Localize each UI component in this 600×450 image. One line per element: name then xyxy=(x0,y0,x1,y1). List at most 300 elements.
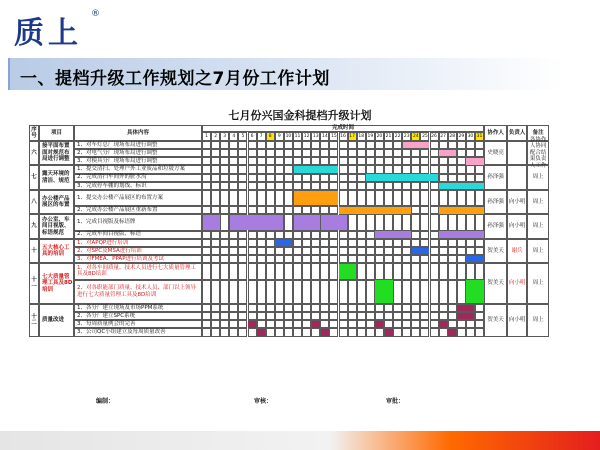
day-cell xyxy=(293,174,302,182)
day-cell xyxy=(202,157,211,165)
day-cell xyxy=(448,165,457,173)
day-cell xyxy=(411,312,420,320)
day-cell xyxy=(366,280,375,304)
day-cell xyxy=(238,149,247,157)
day-cell xyxy=(257,157,266,165)
day-cell xyxy=(366,312,375,320)
day-cell xyxy=(402,190,411,206)
day-cell xyxy=(266,157,275,165)
day-cell xyxy=(320,157,329,165)
day-cell xyxy=(248,149,257,157)
gantt-bar-blue xyxy=(412,248,429,255)
day-cell xyxy=(384,312,393,320)
day-header: 26 xyxy=(431,134,437,139)
day-header: 1 xyxy=(202,132,211,141)
task-description: 2、完成车间目视版、标语 xyxy=(74,231,202,239)
header-time: 完成时间 xyxy=(202,125,484,132)
day-cell xyxy=(457,190,466,206)
day-cell xyxy=(266,174,275,182)
day-cell xyxy=(266,304,275,312)
day-cell xyxy=(220,328,229,336)
gantt-bar-blue xyxy=(275,240,292,247)
group-number: 七 xyxy=(29,165,39,189)
day-cell xyxy=(348,231,357,239)
day-header: 17 xyxy=(349,134,355,139)
day-cell xyxy=(302,312,311,320)
day-cell xyxy=(238,141,247,149)
day-cell xyxy=(293,141,302,149)
day-header: 7 xyxy=(257,132,266,141)
day-cell xyxy=(475,174,484,182)
day-cell xyxy=(357,165,366,173)
day-cell xyxy=(384,320,393,328)
day-cell xyxy=(420,206,429,214)
task-description: 3、每周质量例会的完善 xyxy=(74,320,202,328)
gantt-bar-purple xyxy=(294,215,320,230)
day-cell xyxy=(375,247,384,255)
day-cell xyxy=(339,239,348,247)
day-cell xyxy=(430,312,439,320)
task-description: 1、提交清扫、处理户外工业废品和垃圾方案 xyxy=(74,165,202,173)
day-cell xyxy=(202,280,211,304)
gantt-bar-cyan xyxy=(366,174,438,181)
day-cell xyxy=(302,280,311,304)
day-cell xyxy=(320,182,329,190)
day-cell xyxy=(266,239,275,247)
day-cell xyxy=(248,263,257,279)
day-cell xyxy=(211,255,220,263)
day-cell xyxy=(366,263,375,279)
day-cell xyxy=(466,239,475,247)
day-cell xyxy=(302,149,311,157)
day-cell xyxy=(411,165,420,173)
day-cell xyxy=(211,312,220,320)
day-cell xyxy=(275,304,284,312)
day-cell xyxy=(457,165,466,173)
day-cell xyxy=(284,280,293,304)
day-cell xyxy=(339,312,348,320)
day-cell xyxy=(229,206,238,214)
gantt-bar-pink xyxy=(466,158,483,165)
day-cell xyxy=(420,312,429,320)
day-cell xyxy=(420,165,429,173)
day-cell xyxy=(393,149,402,157)
day-cell xyxy=(266,190,275,206)
day-cell xyxy=(420,149,429,157)
day-cell xyxy=(448,320,457,328)
day-header: 15 xyxy=(331,134,337,139)
day-cell xyxy=(238,182,247,190)
day-cell xyxy=(411,182,420,190)
day-cell xyxy=(439,190,448,206)
day-cell xyxy=(302,247,311,255)
day-header: 19 xyxy=(367,134,374,139)
header-helper: 协作人 xyxy=(484,125,507,141)
day-cell xyxy=(466,141,475,149)
day-cell xyxy=(375,190,384,206)
day-cell xyxy=(211,149,220,157)
day-cell xyxy=(248,141,257,149)
day-cell xyxy=(202,239,211,247)
day-cell xyxy=(339,174,348,182)
day-cell xyxy=(375,255,384,263)
day-cell xyxy=(275,165,284,173)
day-cell xyxy=(375,165,384,173)
day-cell xyxy=(402,157,411,165)
day-header: 21 xyxy=(385,134,392,139)
day-cell xyxy=(420,214,429,230)
day-cell xyxy=(384,149,393,157)
day-cell xyxy=(275,206,284,214)
day-cell xyxy=(466,165,475,173)
day-header: 14 xyxy=(321,134,328,139)
day-header: 31 xyxy=(476,134,483,139)
gantt-bar-cyan xyxy=(294,166,339,173)
day-cell xyxy=(293,231,302,239)
day-header: 2 xyxy=(211,132,220,141)
day-cell xyxy=(375,263,384,279)
day-cell xyxy=(220,174,229,182)
day-cell xyxy=(357,304,366,312)
day-cell xyxy=(475,190,484,206)
day-cell xyxy=(393,328,402,336)
company-logo: 质上 xyxy=(14,16,82,51)
registered-mark: ® xyxy=(91,9,100,19)
day-cell xyxy=(202,182,211,190)
day-cell xyxy=(293,239,302,247)
day-cell xyxy=(238,157,247,165)
day-cell xyxy=(248,182,257,190)
day-cell xyxy=(238,231,247,239)
day-cell xyxy=(257,149,266,157)
day-cell xyxy=(211,182,220,190)
day-cell xyxy=(248,174,257,182)
day-cell xyxy=(229,304,238,312)
day-cell xyxy=(329,149,338,157)
day-cell xyxy=(211,239,220,247)
gantt-bar-pink xyxy=(403,142,429,149)
day-cell xyxy=(248,157,257,165)
day-cell xyxy=(393,320,402,328)
day-cell xyxy=(275,320,284,328)
day-cell xyxy=(220,320,229,328)
day-cell xyxy=(420,304,429,312)
gantt-bar-maroon xyxy=(257,329,265,336)
day-cell xyxy=(248,312,257,320)
day-cell xyxy=(339,231,348,239)
day-cell xyxy=(275,174,284,182)
day-cell xyxy=(466,214,475,230)
day-cell xyxy=(257,165,266,173)
day-cell xyxy=(366,165,375,173)
day-cell xyxy=(248,280,257,304)
day-cell xyxy=(220,165,229,173)
day-header: 3 xyxy=(220,132,229,141)
day-cell xyxy=(375,149,384,157)
day-cell xyxy=(257,263,266,279)
day-cell xyxy=(348,255,357,263)
day-cell xyxy=(411,206,420,214)
day-cell xyxy=(393,182,402,190)
day-cell xyxy=(302,231,311,239)
day-cell xyxy=(238,280,247,304)
day-cell xyxy=(366,149,375,157)
day-cell xyxy=(393,214,402,230)
day-cell xyxy=(466,328,475,336)
day-cell xyxy=(211,141,220,149)
day-cell xyxy=(475,239,484,247)
day-cell xyxy=(257,239,266,247)
group-owner: 向小明 xyxy=(507,190,527,214)
group-project: 质量改进 xyxy=(39,304,74,337)
day-cell xyxy=(366,239,375,247)
day-cell xyxy=(302,255,311,263)
day-cell xyxy=(402,165,411,173)
day-cell xyxy=(220,247,229,255)
gantt-bar-maroon xyxy=(248,321,256,328)
day-cell xyxy=(357,157,366,165)
day-cell xyxy=(348,165,357,173)
day-cell xyxy=(275,263,284,279)
gantt-bar-maroon xyxy=(375,321,383,328)
day-cell xyxy=(375,141,384,149)
day-cell xyxy=(448,239,457,247)
footer-review: 审核： xyxy=(254,398,273,405)
day-cell xyxy=(339,320,348,328)
task-description: 1、对各车间质量、技术人员进行七大质量管理工具及8D培训 xyxy=(74,263,202,279)
day-cell xyxy=(475,214,484,230)
day-header: 10 xyxy=(285,134,292,139)
day-cell xyxy=(384,247,393,255)
day-cell xyxy=(284,214,293,230)
day-header: 20 xyxy=(376,134,383,139)
day-cell xyxy=(266,247,275,255)
day-cell xyxy=(266,206,275,214)
task-description: 1、完成目视版及标语牌 xyxy=(74,214,202,230)
day-cell xyxy=(266,165,275,173)
gantt-bar-maroon xyxy=(385,329,393,336)
day-cell xyxy=(302,174,311,182)
day-cell xyxy=(329,328,338,336)
day-cell xyxy=(266,328,275,336)
day-cell xyxy=(439,328,448,336)
day-cell xyxy=(211,174,220,182)
day-cell xyxy=(348,149,357,157)
group-project: 露天环境的清洁、规范 xyxy=(39,165,74,189)
day-cell xyxy=(302,239,311,247)
day-cell xyxy=(293,320,302,328)
day-cell xyxy=(275,280,284,304)
day-cell xyxy=(293,149,302,157)
day-cell xyxy=(393,141,402,149)
group-helper: 孙泽强 xyxy=(484,165,507,189)
gantt-bar-green xyxy=(339,264,356,279)
day-cell xyxy=(366,214,375,230)
day-cell xyxy=(430,165,439,173)
bottom-stripe xyxy=(0,431,600,450)
day-cell xyxy=(448,312,457,320)
day-cell xyxy=(202,304,211,312)
day-cell xyxy=(293,263,302,279)
day-cell xyxy=(329,206,338,214)
task-description: 3、对FMEA、PPAP进行培训及考试 xyxy=(74,255,202,263)
day-cell xyxy=(220,239,229,247)
day-cell xyxy=(284,247,293,255)
group-owner: 谢兵 xyxy=(507,239,527,263)
gantt-bar-maroon xyxy=(457,305,474,312)
day-cell xyxy=(430,239,439,247)
day-cell xyxy=(311,239,320,247)
day-cell xyxy=(475,263,484,279)
task-description: 2、对电气分厂现场布局进行调整 xyxy=(74,149,202,157)
day-cell xyxy=(229,157,238,165)
day-cell xyxy=(384,190,393,206)
day-cell xyxy=(320,149,329,157)
day-cell xyxy=(457,214,466,230)
day-cell xyxy=(411,190,420,206)
day-cell xyxy=(248,304,257,312)
day-cell xyxy=(420,157,429,165)
day-cell xyxy=(311,328,320,336)
day-cell xyxy=(430,255,439,263)
day-cell xyxy=(366,157,375,165)
day-cell xyxy=(339,149,348,157)
day-header: 4 xyxy=(229,132,238,141)
day-cell xyxy=(430,328,439,336)
day-cell xyxy=(257,304,266,312)
day-cell xyxy=(266,182,275,190)
task-description: 3、完成停车棚的划线、标识 xyxy=(74,182,202,190)
day-cell xyxy=(293,206,302,214)
day-cell xyxy=(311,157,320,165)
day-cell xyxy=(393,263,402,279)
day-cell xyxy=(439,304,448,312)
day-header: 29 xyxy=(458,134,465,139)
day-cell xyxy=(339,165,348,173)
day-cell xyxy=(220,157,229,165)
table-title: 七月份兴国金科提档升级计划 xyxy=(228,109,372,122)
day-cell xyxy=(402,149,411,157)
day-cell xyxy=(393,304,402,312)
day-cell xyxy=(284,304,293,312)
day-cell xyxy=(430,149,439,157)
day-cell xyxy=(320,231,329,239)
day-cell xyxy=(284,255,293,263)
day-cell xyxy=(348,280,357,304)
day-cell xyxy=(238,304,247,312)
day-cell xyxy=(357,239,366,247)
group-helper: 孙泽强 xyxy=(484,190,507,214)
day-cell xyxy=(320,239,329,247)
day-header: 22 xyxy=(394,134,401,139)
day-cell xyxy=(220,304,229,312)
day-cell xyxy=(348,214,357,230)
day-cell xyxy=(266,149,275,157)
day-cell xyxy=(320,174,329,182)
day-cell xyxy=(420,328,429,336)
group-note: 各协作人协同配合结果负责人工作 xyxy=(527,141,549,165)
day-cell xyxy=(220,206,229,214)
day-header: 27 xyxy=(440,134,446,139)
day-cell xyxy=(348,239,357,247)
day-cell xyxy=(275,157,284,165)
header-note: 备注 xyxy=(527,125,549,141)
day-cell xyxy=(329,174,338,182)
footer-prepared: 编制： xyxy=(96,398,115,405)
group-owner: 向小明 xyxy=(507,263,527,304)
day-cell xyxy=(357,141,366,149)
day-cell xyxy=(411,263,420,279)
day-cell xyxy=(293,157,302,165)
day-cell xyxy=(275,312,284,320)
day-cell xyxy=(211,157,220,165)
day-cell xyxy=(402,182,411,190)
day-cell xyxy=(384,157,393,165)
gantt-bar-green xyxy=(375,280,392,303)
day-cell xyxy=(229,231,238,239)
day-cell xyxy=(275,149,284,157)
day-cell xyxy=(393,247,402,255)
day-cell xyxy=(357,214,366,230)
day-cell xyxy=(329,304,338,312)
day-cell xyxy=(366,255,375,263)
day-cell xyxy=(348,182,357,190)
day-cell xyxy=(475,165,484,173)
day-cell xyxy=(420,231,429,239)
group-owner: 向小明 xyxy=(507,304,527,337)
day-cell xyxy=(320,280,329,304)
day-cell xyxy=(357,280,366,304)
day-cell xyxy=(366,247,375,255)
day-cell xyxy=(284,182,293,190)
day-cell xyxy=(266,312,275,320)
day-cell xyxy=(275,182,284,190)
day-cell xyxy=(202,247,211,255)
day-cell xyxy=(320,312,329,320)
day-cell xyxy=(320,320,329,328)
day-cell xyxy=(320,206,329,214)
day-cell xyxy=(211,263,220,279)
day-cell xyxy=(229,255,238,263)
day-cell xyxy=(411,255,420,263)
day-cell xyxy=(229,174,238,182)
day-cell xyxy=(448,190,457,206)
day-cell xyxy=(266,280,275,304)
day-cell xyxy=(420,182,429,190)
day-cell xyxy=(348,190,357,206)
day-cell xyxy=(202,149,211,157)
group-note: 周上 xyxy=(527,214,549,238)
day-cell xyxy=(284,149,293,157)
day-cell xyxy=(320,255,329,263)
day-cell xyxy=(302,263,311,279)
day-cell xyxy=(202,255,211,263)
day-cell xyxy=(257,247,266,255)
day-cell xyxy=(311,174,320,182)
day-cell xyxy=(457,320,466,328)
day-cell xyxy=(339,247,348,255)
day-cell xyxy=(293,247,302,255)
day-cell xyxy=(366,182,375,190)
day-cell xyxy=(375,182,384,190)
day-header: 23 xyxy=(403,134,410,139)
day-cell xyxy=(311,255,320,263)
day-header: 12 xyxy=(303,134,310,139)
day-cell xyxy=(457,149,466,157)
day-cell xyxy=(238,312,247,320)
day-cell xyxy=(293,312,302,320)
day-cell xyxy=(329,231,338,239)
